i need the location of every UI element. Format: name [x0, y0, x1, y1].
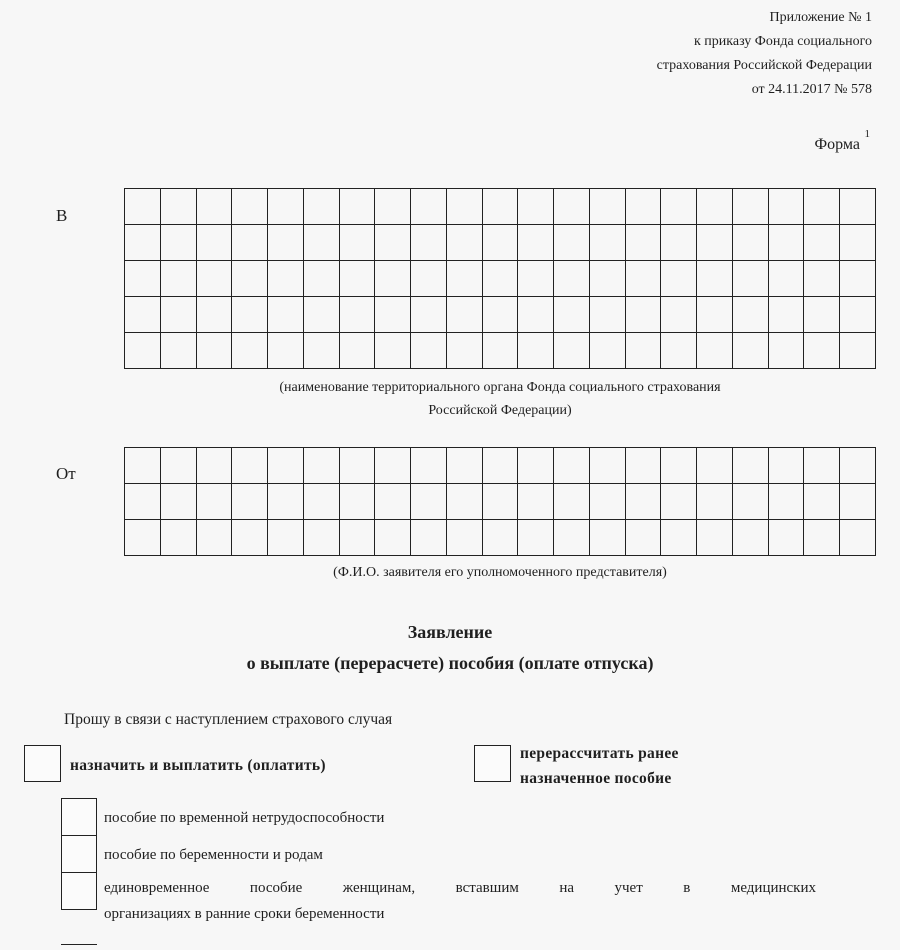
letter-cell[interactable] [769, 189, 805, 225]
letter-cell[interactable] [375, 261, 411, 297]
letter-cell[interactable] [483, 261, 519, 297]
recipient-caption-line1: (наименование территориального органа Фонда социального страхования [279, 380, 721, 395]
letter-cell[interactable] [304, 189, 340, 225]
sender-caption: (Ф.И.О. заявителя его уполномоченного представителя) [333, 565, 667, 580]
letter-cell[interactable] [554, 189, 590, 225]
letter-cell[interactable] [518, 520, 554, 556]
letter-cell[interactable] [769, 261, 805, 297]
letter-cell[interactable] [769, 520, 805, 556]
letter-cell[interactable] [232, 225, 268, 261]
letter-cell[interactable] [733, 333, 769, 369]
letter-cell[interactable] [697, 189, 733, 225]
letter-cell[interactable] [661, 520, 697, 556]
letter-cell[interactable] [554, 520, 590, 556]
letter-cell[interactable] [375, 297, 411, 333]
recalc-option-label-line1: перерассчитать ранее [520, 745, 679, 762]
letter-cell[interactable] [411, 189, 447, 225]
letter-cell[interactable] [447, 261, 483, 297]
letter-cell[interactable] [268, 225, 304, 261]
document-title: Заявление [407, 622, 493, 642]
form-footnote-mark: 1 [864, 128, 870, 140]
letter-cell[interactable] [769, 297, 805, 333]
letter-cell[interactable] [590, 261, 626, 297]
letter-cell[interactable] [411, 484, 447, 520]
letter-cell[interactable] [733, 520, 769, 556]
letter-cell[interactable] [626, 225, 662, 261]
letter-cell[interactable] [268, 297, 304, 333]
letter-cell[interactable] [447, 225, 483, 261]
letter-cell[interactable] [411, 225, 447, 261]
letter-cell[interactable] [161, 297, 197, 333]
letter-cell[interactable] [554, 261, 590, 297]
letter-cell[interactable] [626, 520, 662, 556]
letter-cell[interactable] [268, 484, 304, 520]
letter-cell[interactable] [304, 225, 340, 261]
letter-cell[interactable] [375, 448, 411, 484]
recalc-option-label-line2: назначенное пособие [520, 770, 672, 787]
letter-cell[interactable] [232, 261, 268, 297]
letter-cell[interactable] [340, 484, 376, 520]
letter-cell[interactable] [375, 333, 411, 369]
letter-cell[interactable] [697, 448, 733, 484]
letter-cell[interactable] [268, 261, 304, 297]
letter-cell[interactable] [804, 225, 840, 261]
letter-cell[interactable] [232, 520, 268, 556]
letter-cell[interactable] [125, 189, 161, 225]
letter-cell[interactable] [447, 484, 483, 520]
letter-cell[interactable] [518, 189, 554, 225]
recalc-checkbox[interactable] [474, 745, 511, 782]
letter-cell[interactable] [161, 448, 197, 484]
letter-cell[interactable] [232, 333, 268, 369]
letter-cell[interactable] [626, 448, 662, 484]
letter-cell[interactable] [804, 520, 840, 556]
letter-cell[interactable] [697, 520, 733, 556]
assign-option-label: назначить и выплатить (оплатить) [70, 757, 326, 774]
letter-cell[interactable] [626, 333, 662, 369]
letter-cell[interactable] [769, 333, 805, 369]
letter-cell[interactable] [375, 225, 411, 261]
letter-cell[interactable] [125, 261, 161, 297]
letter-cell[interactable] [518, 484, 554, 520]
letter-cell[interactable] [197, 297, 233, 333]
letter-cell[interactable] [661, 261, 697, 297]
letter-cell[interactable] [197, 225, 233, 261]
appendix-header-line1: Приложение № 1 [769, 10, 872, 25]
letter-cell[interactable] [197, 448, 233, 484]
letter-cell[interactable] [661, 297, 697, 333]
letter-cell[interactable] [197, 520, 233, 556]
letter-cell[interactable] [411, 520, 447, 556]
letter-cell[interactable] [411, 333, 447, 369]
letter-cell[interactable] [232, 484, 268, 520]
form-label [814, 128, 870, 154]
letter-cell[interactable] [840, 484, 876, 520]
letter-cell[interactable] [340, 189, 376, 225]
letter-cell[interactable] [304, 448, 340, 484]
letter-cell[interactable] [304, 484, 340, 520]
letter-cell[interactable] [125, 333, 161, 369]
letter-cell[interactable] [375, 484, 411, 520]
letter-cell[interactable] [697, 333, 733, 369]
letter-cell[interactable] [804, 261, 840, 297]
letter-cell[interactable] [161, 189, 197, 225]
letter-cell[interactable] [483, 225, 519, 261]
letter-cell[interactable] [447, 520, 483, 556]
letter-cell[interactable] [304, 297, 340, 333]
letter-cell[interactable] [197, 261, 233, 297]
maternity-checkbox[interactable] [61, 835, 97, 873]
letter-cell[interactable] [268, 189, 304, 225]
letter-cell[interactable] [125, 448, 161, 484]
letter-cell[interactable] [769, 448, 805, 484]
letter-cell[interactable] [483, 333, 519, 369]
letter-cell[interactable] [447, 448, 483, 484]
appendix-header-line4: от 24.11.2017 № 578 [751, 82, 872, 97]
document-subtitle: о выплате (перерасчете) пособия (оплате отпуска) [246, 653, 654, 673]
letter-cell[interactable] [161, 333, 197, 369]
letter-cell[interactable] [411, 261, 447, 297]
letter-cell[interactable] [483, 297, 519, 333]
letter-cell[interactable] [340, 225, 376, 261]
letter-cell[interactable] [661, 448, 697, 484]
appendix-header-line2: к приказу Фонда социального [693, 34, 872, 49]
letter-cell[interactable] [733, 189, 769, 225]
letter-cell[interactable] [161, 225, 197, 261]
letter-cell[interactable] [268, 520, 304, 556]
letter-cell[interactable] [697, 225, 733, 261]
request-text: Прошу в связи с наступлением страхового случая [64, 711, 393, 728]
letter-cell[interactable] [804, 333, 840, 369]
recipient-caption-line2: Российской Федерации) [428, 403, 572, 418]
letter-cell[interactable] [554, 484, 590, 520]
letter-cell[interactable] [840, 189, 876, 225]
letter-cell[interactable] [554, 448, 590, 484]
letter-cell[interactable] [447, 333, 483, 369]
letter-cell[interactable] [161, 520, 197, 556]
letter-cell[interactable] [697, 261, 733, 297]
letter-cell[interactable] [518, 225, 554, 261]
temporary-disability-label: пособие по временной нетрудоспособности [104, 810, 385, 826]
letter-cell[interactable] [197, 333, 233, 369]
letter-cell[interactable] [518, 333, 554, 369]
letter-cell[interactable] [804, 189, 840, 225]
letter-cell[interactable] [483, 189, 519, 225]
letter-cell[interactable] [483, 520, 519, 556]
letter-cell[interactable] [340, 297, 376, 333]
letter-cell[interactable] [733, 484, 769, 520]
letter-cell[interactable] [626, 261, 662, 297]
letter-cell[interactable] [232, 448, 268, 484]
letter-cell[interactable] [840, 520, 876, 556]
letter-cell[interactable] [518, 261, 554, 297]
letter-cell[interactable] [626, 297, 662, 333]
letter-cell[interactable] [375, 520, 411, 556]
letter-cell[interactable] [661, 484, 697, 520]
letter-cell[interactable] [518, 448, 554, 484]
letter-cell[interactable] [840, 261, 876, 297]
letter-cell[interactable] [340, 520, 376, 556]
letter-cell[interactable] [661, 333, 697, 369]
letter-cell[interactable] [340, 261, 376, 297]
letter-cell[interactable] [804, 484, 840, 520]
temporary-disability-checkbox[interactable] [61, 798, 97, 836]
letter-cell[interactable] [554, 297, 590, 333]
letter-cell[interactable] [697, 297, 733, 333]
letter-cell[interactable] [197, 189, 233, 225]
letter-cell[interactable] [268, 448, 304, 484]
letter-cell[interactable] [590, 333, 626, 369]
letter-cell[interactable] [447, 189, 483, 225]
early-pregnancy-label-line1: единовременное пособие женщинам, вставшим на учет в медицинских [104, 880, 816, 896]
letter-cell[interactable] [518, 297, 554, 333]
letter-cell[interactable] [411, 297, 447, 333]
letter-cell[interactable] [590, 189, 626, 225]
letter-cell[interactable] [125, 484, 161, 520]
letter-cell[interactable] [304, 520, 340, 556]
letter-cell[interactable] [161, 484, 197, 520]
letter-cell[interactable] [804, 297, 840, 333]
letter-cell[interactable] [340, 448, 376, 484]
letter-cell[interactable] [733, 225, 769, 261]
letter-cell[interactable] [626, 484, 662, 520]
letter-cell[interactable] [125, 297, 161, 333]
letter-cell[interactable] [232, 297, 268, 333]
letter-cell[interactable] [626, 189, 662, 225]
letter-cell[interactable] [590, 225, 626, 261]
recipient-label: В [56, 206, 68, 225]
letter-cell[interactable] [125, 225, 161, 261]
letter-cell[interactable] [769, 225, 805, 261]
letter-cell[interactable] [661, 225, 697, 261]
appendix-header-line3: страхования Российской Федерации [656, 58, 872, 73]
letter-cell[interactable] [232, 189, 268, 225]
assign-checkbox[interactable] [24, 745, 61, 782]
letter-cell[interactable] [769, 484, 805, 520]
letter-cell[interactable] [733, 261, 769, 297]
letter-cell[interactable] [590, 297, 626, 333]
letter-cell[interactable] [840, 448, 876, 484]
early-pregnancy-checkbox[interactable] [61, 872, 97, 910]
letter-cell[interactable] [483, 448, 519, 484]
letter-cell[interactable] [197, 484, 233, 520]
form-label-text: Форма [814, 136, 860, 153]
letter-cell[interactable] [411, 448, 447, 484]
letter-cell[interactable] [590, 520, 626, 556]
letter-cell[interactable] [840, 225, 876, 261]
letter-cell[interactable] [304, 333, 340, 369]
letter-cell[interactable] [733, 448, 769, 484]
sender-label: От [56, 464, 76, 483]
early-pregnancy-label-line2: организациях в ранние сроки беременности [104, 906, 385, 922]
letter-cell[interactable] [697, 484, 733, 520]
letter-cell[interactable] [375, 189, 411, 225]
letter-cell[interactable] [304, 261, 340, 297]
maternity-label: пособие по беременности и родам [104, 847, 323, 863]
letter-cell[interactable] [733, 297, 769, 333]
letter-cell[interactable] [554, 225, 590, 261]
next-checkbox-edge [61, 944, 97, 945]
letter-cell[interactable] [840, 297, 876, 333]
sender-letter-grid[interactable] [124, 447, 876, 556]
letter-cell[interactable] [161, 261, 197, 297]
letter-cell[interactable] [590, 448, 626, 484]
letter-cell[interactable] [840, 333, 876, 369]
recipient-letter-grid[interactable] [124, 188, 876, 369]
letter-cell[interactable] [447, 297, 483, 333]
letter-cell[interactable] [804, 448, 840, 484]
letter-cell[interactable] [661, 189, 697, 225]
letter-cell[interactable] [340, 333, 376, 369]
letter-cell[interactable] [590, 484, 626, 520]
letter-cell[interactable] [483, 484, 519, 520]
letter-cell[interactable] [268, 333, 304, 369]
letter-cell[interactable] [554, 333, 590, 369]
letter-cell[interactable] [125, 520, 161, 556]
